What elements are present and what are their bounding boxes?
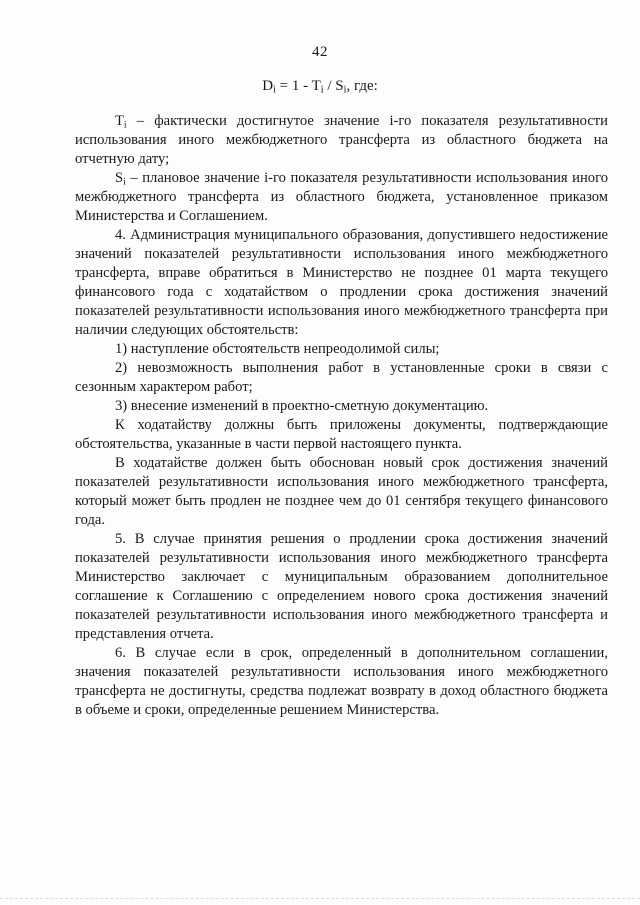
list-item-2: 2) невозможность выполнения работ в установленные сроки в связи с сезонным характером работ; xyxy=(75,360,608,395)
definition-s-subscript: i xyxy=(123,176,126,188)
definition-t xyxy=(75,112,608,169)
formula-d-subscript: i xyxy=(273,84,276,96)
page-number: 42 xyxy=(312,44,328,60)
paragraph-5: 5. В случае принятия решения о продлении срока достижения значений показателей результативности использования иного межбюджетного трансферта Министерство заключает с муниципальным образованием дополнительное соглашение к Соглашению с определением нового срока достижения значений показателей результативности использования иного межбюджетного трансферта и представления отчета. xyxy=(75,531,608,642)
scan-edge-line xyxy=(0,898,640,899)
formula-s-subscript: i xyxy=(343,84,347,96)
formula-line xyxy=(0,78,640,95)
formula-t-subscript: i xyxy=(320,84,324,96)
formula-d-symbol: D xyxy=(262,78,274,94)
body-text xyxy=(75,112,608,720)
definition-s xyxy=(75,169,608,226)
definition-t-symbol: T xyxy=(115,113,124,129)
paragraph-4: 4. Администрация муниципального образования, допустившего недостижение значений показателей результативности использования иного межбюджетного трансферта, вправе обратиться в Министерство не позднее 01 марта текущего финансового года с ходатайством о продлении срока достижения значений показателей результативности использования иного межбюджетного трансферта при наличии следующих обстоятельств: xyxy=(75,227,608,338)
definition-t-text: – фактически достигнутое значение i-го показателя результативности использования иного межбюджетного трансферта из областного бюджета на отчетную дату; xyxy=(75,113,608,167)
formula-tail: , где: xyxy=(346,78,378,94)
formula-s-symbol: S xyxy=(335,78,344,94)
formula-t-symbol: T xyxy=(311,78,321,94)
paragraph-justification: В ходатайстве должен быть обоснован новый срок достижения значений показателей результативности использования иного межбюджетного трансферта, который может быть продлен не позднее чем до 01 сентября текущего финансового года. xyxy=(75,455,608,528)
definition-s-symbol: S xyxy=(115,170,124,186)
paragraph-6: 6. В случае если в срок, определенный в дополнительном соглашении, значения показателей результативности использования иного межбюджетного трансферта не достигнуты, средства подлежат возврату в доход областного бюджета в объеме и сроки, определенные решением Министерства. xyxy=(75,645,608,718)
list-item-1: 1) наступление обстоятельств непреодолимой силы; xyxy=(115,341,440,357)
formula-equals: = 1 - xyxy=(275,78,312,94)
formula-divide: / xyxy=(323,78,336,94)
list-item-3: 3) внесение изменений в проектно-сметную документацию. xyxy=(115,398,489,414)
paragraph-documents: К ходатайству должны быть приложены документы, подтверждающие обстоятельства, указанные в части первой настоящего пункта. xyxy=(75,417,608,452)
definition-s-text: – плановое значение i-го показателя результативности использования иного межбюджетного трансферта из областного бюджета, установленное приказом Министерства и Соглашением. xyxy=(75,170,608,224)
definition-t-subscript: i xyxy=(123,119,127,131)
